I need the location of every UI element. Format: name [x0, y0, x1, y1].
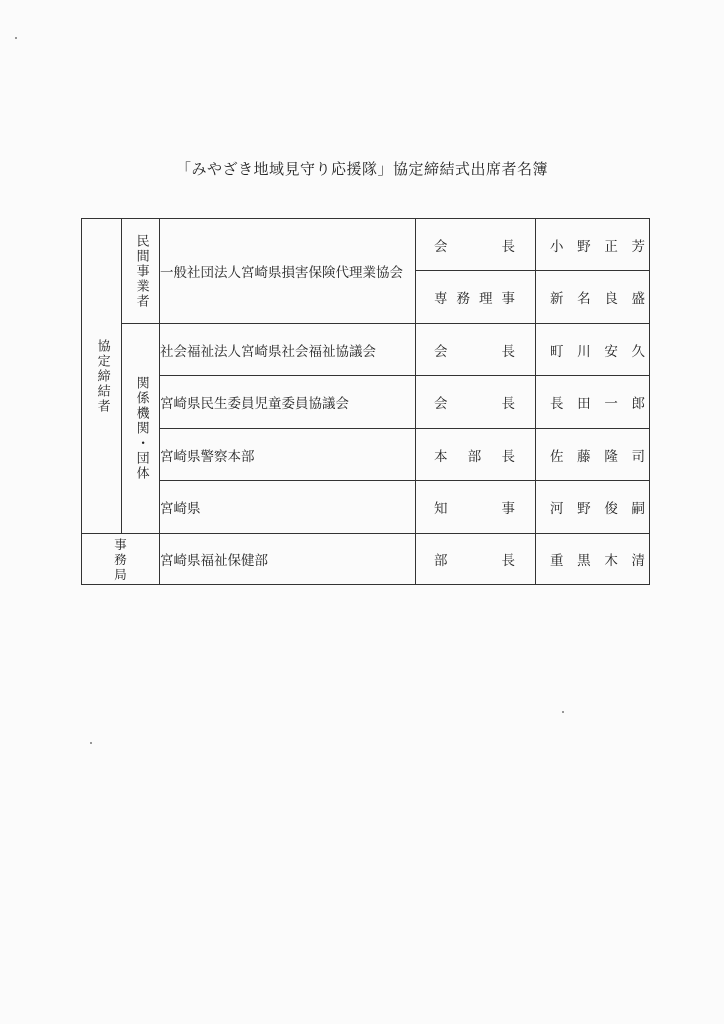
position-title: 本 部 長	[416, 429, 536, 481]
table-row	[82, 376, 650, 429]
person-name: 町 川 安 久	[536, 324, 650, 376]
scan-speck	[90, 742, 92, 744]
table-row	[82, 429, 650, 481]
table-row	[82, 534, 650, 585]
position-title: 会 長	[416, 219, 536, 271]
group-label-secretariat	[82, 534, 160, 585]
org-name: 宮崎県警察本部	[160, 429, 416, 481]
position-title: 知 事	[416, 481, 536, 534]
scan-speck	[562, 711, 564, 713]
person-name: 小 野 正 芳	[536, 219, 650, 271]
secretariat-char: 事	[114, 536, 127, 552]
table-row	[82, 219, 650, 271]
person-name: 長 田 一 郎	[536, 376, 650, 429]
person-name: 重 黒 木 清	[536, 534, 650, 585]
table-row	[82, 481, 650, 534]
org-name: 宮崎県福祉保健部	[160, 534, 416, 585]
org-name: 社会福祉法人宮崎県社会福祉協議会	[160, 324, 416, 376]
group-label-signatories: 協定締結者	[82, 219, 122, 534]
position-title: 会 長	[416, 324, 536, 376]
position-title: 会 長	[416, 376, 536, 429]
subgroup-label-private: 民間事業者	[122, 219, 160, 324]
secretariat-char: 局	[114, 566, 127, 582]
position-title: 専 務 理 事	[416, 271, 536, 324]
secretariat-char: 務	[114, 551, 127, 567]
position-title: 部 長	[416, 534, 536, 585]
org-name: 宮崎県民生委員児童委員協議会	[160, 376, 416, 429]
org-name: 宮崎県	[160, 481, 416, 534]
page-title: 「みやざき地域見守り応援隊」協定締結式出席者名簿	[175, 160, 548, 178]
scan-speck	[15, 37, 17, 39]
person-name: 新 名 良 盛	[536, 271, 650, 324]
attendee-table	[81, 218, 650, 585]
subgroup-label-related: 関係機関・団体	[122, 324, 160, 534]
table-row	[82, 324, 650, 376]
person-name: 佐 藤 隆 司	[536, 429, 650, 481]
org-name: 一般社団法人宮崎県損害保険代理業協会	[160, 219, 416, 324]
person-name: 河 野 俊 嗣	[536, 481, 650, 534]
